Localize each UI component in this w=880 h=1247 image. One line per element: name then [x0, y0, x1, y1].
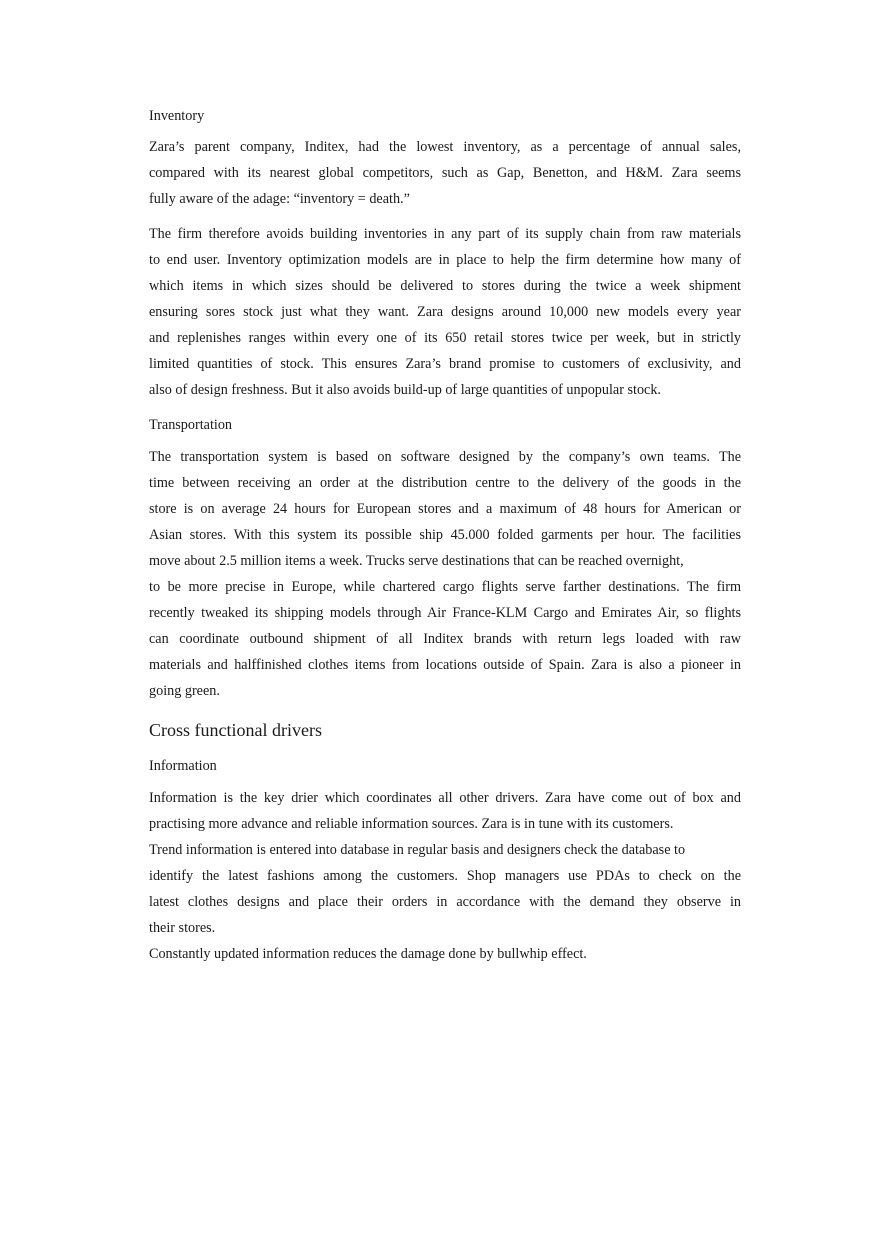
text-line: Constantly updated information reduces the damage done by bullwhip effect.	[149, 946, 587, 962]
text-line: to end user. Inventory optimization models are in place to help the firm determine how many of	[149, 252, 741, 268]
text-line: practising more advance and reliable information sources. Zara is in tune with its customers.	[149, 816, 674, 832]
information-paragraph	[149, 785, 741, 967]
text-line: also of design freshness. But it also avoids build-up of large quantities of unpopular stock.	[149, 382, 661, 398]
text-line: The firm therefore avoids building inventories in any part of its supply chain from raw materials	[149, 226, 741, 242]
text-line: move about 2.5 million items a week. Trucks serve destinations that can be reached overnight,	[149, 553, 684, 569]
transportation-paragraph	[149, 444, 741, 704]
text-line: Zara’s parent company, Inditex, had the lowest inventory, as a percentage of annual sales,	[149, 139, 741, 155]
inventory-paragraph-2	[149, 221, 741, 403]
text-line: compared with its nearest global competitors, such as Gap, Benetton, and H&M. Zara seems	[149, 165, 741, 181]
text-line: limited quantities of stock. This ensures Zara’s brand promise to customers of exclusivity, and	[149, 356, 741, 372]
text-line: their stores.	[149, 920, 216, 936]
text-line: Information is the key drier which coordinates all other drivers. Zara have come out of box and	[149, 790, 741, 806]
text-line: materials and halffinished clothes items from locations outside of Spain. Zara is also a pioneer in	[149, 657, 741, 673]
inventory-paragraph-1	[149, 134, 741, 212]
text-line: can coordinate outbound shipment of all Inditex brands with return legs loaded with raw	[149, 631, 741, 647]
text-line: store is on average 24 hours for European stores and a maximum of 48 hours for American or	[149, 501, 741, 517]
text-line: Asian stores. With this system its possible ship 45.000 folded garments per hour. The facilities	[149, 527, 741, 543]
text-line: time between receiving an order at the distribution centre to the delivery of the goods in the	[149, 475, 741, 491]
text-line: going green.	[149, 683, 220, 699]
text-line: recently tweaked its shipping models through Air France-KLM Cargo and Emirates Air, so flights	[149, 605, 741, 621]
transportation-heading: Transportation	[149, 417, 233, 433]
text-line: fully aware of the adage: “inventory = death.”	[149, 191, 410, 207]
text-line: latest clothes designs and place their orders in accordance with the demand they observe in	[149, 894, 741, 910]
text-line: and replenishes ranges within every one of its 650 retail stores twice per week, but in strictly	[149, 330, 741, 346]
inventory-heading: Inventory	[149, 108, 205, 124]
text-line: The transportation system is based on software designed by the company’s own teams. The	[149, 449, 741, 465]
cross-functional-heading: Cross functional drivers	[149, 720, 322, 740]
text-line: identify the latest fashions among the customers. Shop managers use PDAs to check on the	[149, 868, 741, 884]
text-line: which items in which sizes should be delivered to stores during the twice a week shipment	[149, 278, 741, 294]
text-line: Trend information is entered into database in regular basis and designers check the database to	[149, 842, 686, 858]
information-heading: Information	[149, 758, 217, 774]
text-line: ensuring sores stock just what they want. Zara designs around 10,000 new models every year	[149, 304, 741, 320]
text-line: to be more precise in Europe, while chartered cargo flights serve farther destinations. The firm	[149, 579, 741, 595]
